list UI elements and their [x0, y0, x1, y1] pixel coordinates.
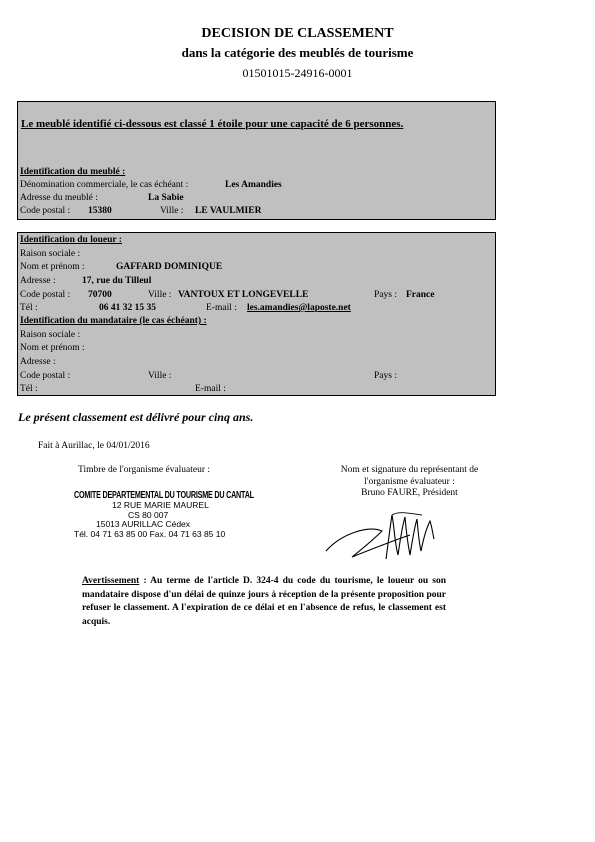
loueur-nom-row: [20, 262, 223, 273]
mandataire-tel-row: [20, 384, 490, 395]
organization-stamp: [74, 490, 254, 539]
reference-number: 01501015-24916-0001: [242, 66, 353, 80]
warning-text: : Au terme de l'article D. 324-4 du code du tourisme, le loueur ou son mandataire dispose d'un délai de quinze jours à réception de la présente proposition pour refuser le classement. A l'expiration de ce délai et en l'absence de refus, le classement est acquis.: [82, 576, 446, 627]
meuble-box: [17, 101, 496, 220]
loueur-nom-label: Nom et prénom :: [20, 262, 85, 272]
validity-statement: Le présent classement est délivré pour cinq ans.: [18, 410, 254, 424]
loueur-cp-label: Code postal :: [20, 290, 71, 300]
loueur-raison-label: Raison sociale :: [20, 249, 81, 259]
stamp-label: Timbre de l'organisme évaluateur :: [78, 465, 211, 475]
loueur-adresse-value: 17, rue du Tilleul: [82, 276, 152, 286]
mandataire-nom-label: Nom et prénom :: [20, 343, 85, 353]
meuble-adresse-value: La Sabie: [148, 193, 184, 203]
loueur-cp-value: 70700: [88, 290, 112, 300]
warning-notice: [82, 575, 446, 629]
mandataire-cp-label: Code postal :: [20, 371, 71, 381]
loueur-tel-row: [20, 303, 490, 314]
handwritten-signature: [322, 505, 442, 565]
warning-label: Avertissement: [82, 576, 140, 586]
loueur-tel-label: Tél :: [20, 303, 38, 313]
meuble-denomination-row: [20, 180, 282, 191]
meuble-adresse-label: Adresse du meublé :: [20, 193, 98, 203]
loueur-pays-value: France: [406, 290, 435, 300]
loueur-adresse-label: Adresse :: [20, 276, 56, 286]
meuble-cp-row: [20, 206, 490, 217]
document-title: DECISION DE CLASSEMENT: [201, 26, 394, 41]
classification-statement: Le meublé identifié ci-dessous est classé 1 étoile pour une capacité de 6 personnes.: [21, 118, 404, 130]
signatory-name: Bruno FAURE, Président: [361, 488, 458, 498]
mandataire-section-title: Identification du mandataire (le cas échéant) :: [20, 316, 207, 326]
stamp-org: COMITE DEPARTEMENTAL DU TOURISME DU CANTAL: [74, 490, 254, 501]
denomination-value: Les Amandies: [225, 180, 282, 190]
loueur-cp-row: [20, 290, 490, 301]
meuble-ville-value: LE VAULMIER: [195, 206, 262, 216]
mandataire-adresse-label: Adresse :: [20, 357, 56, 367]
mandataire-email-label: E-mail :: [195, 384, 226, 394]
meuble-ville-label: Ville :: [160, 206, 184, 216]
stamp-address1: 12 RUE MARIE MAUREL: [112, 500, 209, 510]
meuble-section-title: Identification du meublé :: [20, 167, 126, 177]
loueur-pays-label: Pays :: [374, 290, 397, 300]
mandataire-tel-label: Tél :: [20, 384, 38, 394]
loueur-adresse-row: [20, 276, 152, 287]
meuble-cp-value: 15380: [88, 206, 112, 216]
document-subtitle: dans la catégorie des meublés de tourisme: [181, 45, 414, 60]
loueur-ville-label: Ville :: [148, 290, 172, 300]
signatory-line1: Nom et signature du représentant de: [340, 465, 479, 475]
loueur-email-value[interactable]: les.amandies@laposte.net: [247, 303, 351, 313]
meuble-adresse-row: [20, 193, 184, 204]
loueur-email-label: E-mail :: [206, 303, 237, 313]
loueur-tel-value: 06 41 32 15 35: [99, 303, 156, 313]
mandataire-pays-label: Pays :: [374, 371, 397, 381]
loueur-box: [17, 232, 496, 396]
stamp-address2: CS 80 007: [128, 509, 169, 520]
denomination-label: Dénomination commerciale, le cas échéant :: [20, 180, 189, 190]
place-date: Fait à Aurillac, le 04/01/2016: [38, 441, 150, 451]
signatory-line2: l'organisme évaluateur :: [364, 476, 455, 487]
mandataire-cp-row: [20, 371, 490, 382]
stamp-phones: Tél. 04 71 63 85 00 Fax. 04 71 63 85 10: [74, 528, 226, 539]
signatory-block: [322, 465, 497, 500]
meuble-cp-label: Code postal :: [20, 206, 71, 216]
mandataire-raison-label: Raison sociale :: [20, 330, 81, 340]
loueur-nom-value: GAFFARD DOMINIQUE: [116, 262, 223, 272]
mandataire-ville-label: Ville :: [148, 371, 172, 381]
loueur-section-title: Identification du loueur :: [20, 235, 122, 245]
loueur-ville-value: VANTOUX ET LONGEVELLE: [178, 290, 309, 300]
stamp-address3: 15013 AURILLAC Cédex: [96, 519, 191, 529]
